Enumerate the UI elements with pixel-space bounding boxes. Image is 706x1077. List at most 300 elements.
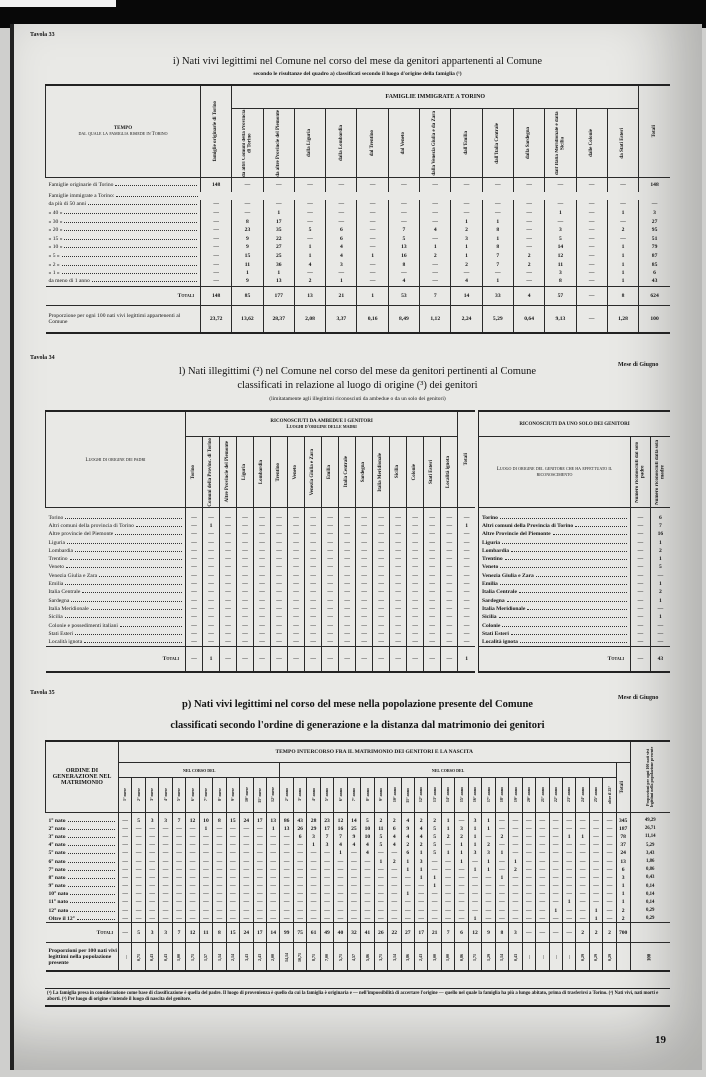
cell: — <box>455 915 468 923</box>
cell: — <box>322 538 339 546</box>
cell: — <box>441 572 458 580</box>
totals-label: Totali <box>46 286 201 305</box>
totals-row <box>46 646 476 672</box>
cell: — <box>407 613 424 621</box>
cell: 13 <box>263 277 294 286</box>
cell: — <box>451 200 482 209</box>
cell: 1 <box>576 833 589 841</box>
table-row <box>479 596 671 604</box>
table-row <box>46 538 476 546</box>
cell: — <box>322 522 339 530</box>
column-header <box>271 437 288 508</box>
cell: — <box>266 849 279 857</box>
tavola-34-label: Tavola 34 <box>30 355 55 361</box>
cell: — <box>441 907 454 915</box>
dot-leader <box>84 642 182 643</box>
column-header-label: 23° anno <box>566 787 572 803</box>
cell: 148 <box>639 178 670 192</box>
cell: — <box>271 572 288 580</box>
cell: — <box>240 898 253 906</box>
cell: 3 <box>307 833 320 841</box>
cell: — <box>589 890 602 898</box>
cell: — <box>172 915 185 923</box>
cell: — <box>576 252 607 261</box>
cell: 12 <box>186 923 199 943</box>
cell: — <box>549 833 562 841</box>
cell: — <box>213 907 226 915</box>
cell: 79 <box>639 243 670 252</box>
cell: 9 <box>347 833 360 841</box>
cell: 1 <box>451 243 482 252</box>
proportion-cell: 5,29 <box>482 305 513 333</box>
row-label-wrap <box>482 573 630 579</box>
column-header-label: dalle Colonie <box>588 129 594 157</box>
cell: — <box>226 882 239 890</box>
cell: 1 <box>455 841 468 849</box>
cell: — <box>468 874 481 882</box>
table3-title-line2: classificati secondo l'ordine di generazione e la distanza dal matrimonio dei genitori <box>170 720 545 731</box>
cell: — <box>132 833 145 841</box>
stub-header: Luogo di origine del genitore che ha effettuato il riconoscimento <box>479 437 631 508</box>
row-label <box>46 833 119 841</box>
row-label-text: Italia Centrale <box>48 589 81 596</box>
column-header-label: 24° anno <box>579 787 585 803</box>
cell: — <box>458 555 475 563</box>
cell: — <box>305 630 322 638</box>
cell: — <box>513 269 544 278</box>
cell: — <box>549 857 562 865</box>
cell: — <box>356 530 373 538</box>
dot-leader <box>65 518 182 519</box>
cell: 32 <box>347 923 360 943</box>
cell: 2 <box>482 841 495 849</box>
cell: — <box>322 547 339 555</box>
cell: — <box>132 857 145 865</box>
cell: — <box>159 907 172 915</box>
column-header-label: 9° anno <box>378 788 384 802</box>
cell: — <box>536 923 549 943</box>
cell: 10 <box>361 825 374 833</box>
cell: — <box>220 613 237 621</box>
column-header-label: 4° anno <box>310 788 316 802</box>
cell: — <box>361 890 374 898</box>
cell: — <box>607 234 638 243</box>
cell: 2 <box>607 226 638 235</box>
cell: — <box>280 866 293 874</box>
cell: — <box>407 530 424 538</box>
cell: 6 <box>455 923 468 943</box>
cell: — <box>132 825 145 833</box>
total-cell: 8 <box>607 286 638 305</box>
cell: 1 <box>428 882 441 890</box>
stub-subtitle: dal quale la famiglia risiede in Torino <box>78 132 168 137</box>
cell: — <box>288 613 305 621</box>
cell: — <box>199 874 212 882</box>
cell: — <box>186 857 199 865</box>
cell: — <box>441 621 458 629</box>
cell: — <box>307 915 320 923</box>
cell: — <box>294 200 325 209</box>
cell: — <box>441 882 454 890</box>
cell: — <box>326 269 357 278</box>
cell: 2 <box>650 547 670 555</box>
row-label-wrap <box>49 515 186 521</box>
row-label-text: Altri comuni della Provincia di Torino <box>482 522 574 529</box>
cell: 4,57 <box>347 943 360 971</box>
cell: — <box>357 226 388 235</box>
dot-leader <box>68 886 116 887</box>
cell: — <box>458 538 475 546</box>
cell: — <box>220 530 237 538</box>
cell: — <box>495 857 508 865</box>
cell: — <box>186 638 203 646</box>
cell: — <box>495 825 508 833</box>
dot-leader <box>99 576 182 577</box>
column-header-proportions <box>630 741 670 813</box>
cell: 2,43 <box>253 943 266 971</box>
row-label-text: Venezia Giulia e Zara <box>482 572 534 579</box>
row-label-text: Stati Esteri <box>482 630 509 637</box>
cell: — <box>203 621 220 629</box>
column-header-label: Stati Esteri <box>429 459 435 485</box>
cell: — <box>562 849 575 857</box>
row-label <box>46 849 119 857</box>
total-cell: — <box>305 646 322 672</box>
cell: — <box>390 580 407 588</box>
cell: 9 <box>232 277 263 286</box>
cell: — <box>294 209 325 218</box>
cell: — <box>603 890 616 898</box>
cell: — <box>509 907 522 915</box>
dot-leader <box>500 584 627 585</box>
cell: 1 <box>374 857 387 865</box>
cell: — <box>186 522 203 530</box>
column-header <box>199 778 212 813</box>
cell: — <box>576 890 589 898</box>
dot-leader <box>70 902 115 903</box>
cell: 1 <box>199 825 212 833</box>
cell: — <box>119 890 132 898</box>
cell: — <box>201 260 232 269</box>
dot-leader <box>68 845 116 846</box>
dot-leader <box>75 551 182 552</box>
cell: — <box>186 882 199 890</box>
cell: — <box>213 866 226 874</box>
cell: — <box>388 178 419 192</box>
cell: — <box>407 596 424 604</box>
cell: — <box>549 849 562 857</box>
proportion-cell: 2,08 <box>294 305 325 333</box>
column-header <box>401 778 414 813</box>
cell: — <box>451 178 482 192</box>
cell: — <box>390 563 407 571</box>
total-cell: — <box>407 646 424 672</box>
cell: 14 <box>545 243 576 252</box>
cell: 1 <box>455 849 468 857</box>
column-header <box>213 778 226 813</box>
cell: — <box>347 907 360 915</box>
column-header-label: dall'Italia Meridionale e dalla Sicilia <box>554 111 566 175</box>
cell: — <box>356 522 373 530</box>
cell: 5 <box>650 563 670 571</box>
cell: 8 <box>482 226 513 235</box>
cell: — <box>420 234 451 243</box>
cell: — <box>468 857 481 865</box>
column-header-label: 8° anno <box>364 788 370 802</box>
cell: 2 <box>509 866 522 874</box>
column-header <box>307 778 320 813</box>
cell: — <box>390 555 407 563</box>
cell: — <box>357 243 388 252</box>
cell: 0,71 <box>132 943 145 971</box>
cell: 17 <box>320 825 333 833</box>
column-header <box>240 778 253 813</box>
cell: — <box>562 882 575 890</box>
column-header-label: Colonie <box>412 463 418 481</box>
row-label-wrap <box>49 639 186 645</box>
total-cell: 33 <box>482 286 513 305</box>
total-cell: — <box>631 646 651 672</box>
dot-leader <box>500 518 627 519</box>
dot-leader <box>65 617 182 618</box>
cell: — <box>589 882 602 890</box>
column-header <box>280 778 293 813</box>
cell: — <box>186 547 203 555</box>
cell: — <box>322 621 339 629</box>
header-row <box>46 411 476 437</box>
cell: — <box>132 890 145 898</box>
row-label-wrap <box>49 859 119 865</box>
cell: 4 <box>388 841 401 849</box>
column-header <box>388 109 419 178</box>
cell: — <box>576 907 589 915</box>
cell: — <box>201 209 232 218</box>
cell: 7 <box>334 833 347 841</box>
cell: — <box>293 882 306 890</box>
row-label <box>46 605 186 613</box>
cell: — <box>401 874 414 882</box>
cell: — <box>441 605 458 613</box>
cell: — <box>254 563 271 571</box>
cell: 9 <box>232 243 263 252</box>
cell: 40 <box>334 923 347 943</box>
cell: 3 <box>509 923 522 943</box>
cell: — <box>522 841 535 849</box>
cell: — <box>388 209 419 218</box>
cell: 1 <box>414 849 427 857</box>
dot-leader <box>75 634 182 635</box>
cell: 1 <box>263 209 294 218</box>
cell: 2 <box>495 833 508 841</box>
column-header <box>186 437 203 508</box>
row-label-wrap <box>49 606 186 612</box>
cell: 5,86 <box>361 943 374 971</box>
cell: — <box>199 857 212 865</box>
cell: — <box>172 849 185 857</box>
row-label <box>46 530 186 538</box>
cell: 86 <box>280 817 293 825</box>
cell: 3 <box>145 923 158 943</box>
stub-header <box>46 85 201 178</box>
cell: — <box>172 874 185 882</box>
cell: — <box>631 530 651 538</box>
cell: — <box>522 907 535 915</box>
cell: — <box>356 638 373 646</box>
proportion-row-label: Proporzioni per 100 nati vivi legittimi nella popolazione presente <box>46 943 119 971</box>
cell: — <box>254 530 271 538</box>
totals-row <box>46 923 671 943</box>
cell: — <box>407 588 424 596</box>
header-row <box>46 741 671 763</box>
cell: — <box>522 833 535 841</box>
dot-leader <box>68 870 116 871</box>
proportion-cell: 28,37 <box>263 305 294 333</box>
column-header-label: Liguria <box>242 463 248 481</box>
column-header <box>254 437 271 508</box>
cell: — <box>253 898 266 906</box>
cell: 4 <box>347 841 360 849</box>
total-cell: — <box>339 646 356 672</box>
cell: 61 <box>307 923 320 943</box>
cell: 1 <box>650 538 670 546</box>
cell: — <box>280 833 293 841</box>
cell: — <box>305 613 322 621</box>
cell: 1 <box>482 857 495 865</box>
column-header-label: Altre Provincie del Piemonte <box>225 441 231 503</box>
cell: 10,71 <box>293 943 306 971</box>
cell: 1,14 <box>495 943 508 971</box>
cell: 22 <box>388 923 401 943</box>
row-label-wrap <box>49 556 186 562</box>
cell: — <box>374 907 387 915</box>
cell: — <box>253 874 266 882</box>
cell: — <box>145 882 158 890</box>
column-header-label: 10° mese <box>243 787 249 803</box>
cell: 2 <box>401 841 414 849</box>
row-label <box>46 522 186 530</box>
cell: — <box>339 638 356 646</box>
row-label-text: Colonie <box>482 622 501 629</box>
cell: — <box>271 621 288 629</box>
cell: — <box>220 538 237 546</box>
cell: — <box>220 638 237 646</box>
cell: — <box>441 588 458 596</box>
cell: 6 <box>326 234 357 243</box>
cell: — <box>220 522 237 530</box>
cell: — <box>326 209 357 218</box>
row-label-text: 11° nato <box>48 899 68 906</box>
column-header-label: 4° mese <box>162 788 168 802</box>
cell: — <box>603 857 616 865</box>
cell: — <box>280 841 293 849</box>
cell: — <box>322 588 339 596</box>
cell: 1 <box>549 907 562 915</box>
column-header <box>294 109 325 178</box>
cell: 1,14 <box>213 943 226 971</box>
cell: — <box>428 898 441 906</box>
cell: 1,00 <box>441 943 454 971</box>
cell: — <box>199 907 212 915</box>
cell: 6 <box>326 226 357 235</box>
row-label-wrap <box>49 210 201 216</box>
dot-leader <box>64 213 197 214</box>
cell: — <box>356 580 373 588</box>
cell: — <box>536 943 549 971</box>
cell: — <box>374 882 387 890</box>
row-label-text: 9° nato <box>48 883 66 890</box>
cell: — <box>293 849 306 857</box>
cell: 1 <box>414 866 427 874</box>
cell: — <box>424 621 441 629</box>
row-label-text: » 2 » <box>48 261 60 268</box>
row-label-wrap <box>482 531 630 537</box>
row-label <box>479 522 631 530</box>
cell: — <box>293 874 306 882</box>
cell: — <box>253 849 266 857</box>
cell: 1 <box>441 849 454 857</box>
dot-leader <box>115 185 197 186</box>
cell: 5 <box>132 923 145 943</box>
column-header <box>420 109 451 178</box>
cell: — <box>420 277 451 286</box>
column-header <box>186 778 199 813</box>
table-row <box>46 833 671 841</box>
table-row <box>479 621 671 629</box>
cell: — <box>631 580 651 588</box>
row-label-text: 1° nato <box>48 817 66 824</box>
cell: — <box>199 898 212 906</box>
cell: — <box>388 915 401 923</box>
cell: — <box>562 866 575 874</box>
cell: — <box>280 857 293 865</box>
cell: — <box>374 866 387 874</box>
row-label-text: » 15 » <box>48 235 63 242</box>
cell: — <box>414 890 427 898</box>
cell: — <box>119 874 132 882</box>
cell: 1,71 <box>468 943 481 971</box>
cell: — <box>186 555 203 563</box>
cell: 1 <box>357 252 388 261</box>
cell: — <box>347 866 360 874</box>
cell: 2 <box>388 857 401 865</box>
cell: — <box>424 638 441 646</box>
column-header <box>607 109 638 178</box>
cell: — <box>441 580 458 588</box>
cell: — <box>441 547 458 555</box>
cell: 1 <box>495 849 508 857</box>
cell: — <box>347 915 360 923</box>
cell: — <box>509 825 522 833</box>
cell: 7 <box>650 522 670 530</box>
cell: — <box>458 630 475 638</box>
dot-leader <box>91 609 182 610</box>
cell: — <box>145 849 158 857</box>
cell: 9 <box>401 825 414 833</box>
table-row <box>46 200 671 209</box>
cell: — <box>237 563 254 571</box>
cell: — <box>186 898 199 906</box>
table-row <box>46 841 671 849</box>
cell: — <box>373 514 390 522</box>
dot-leader <box>70 894 115 895</box>
cell: 1 <box>263 269 294 278</box>
cell: — <box>280 874 293 882</box>
cell: 7 <box>388 226 419 235</box>
cell: — <box>293 890 306 898</box>
cell: — <box>407 605 424 613</box>
cell: — <box>186 874 199 882</box>
cell: — <box>390 630 407 638</box>
